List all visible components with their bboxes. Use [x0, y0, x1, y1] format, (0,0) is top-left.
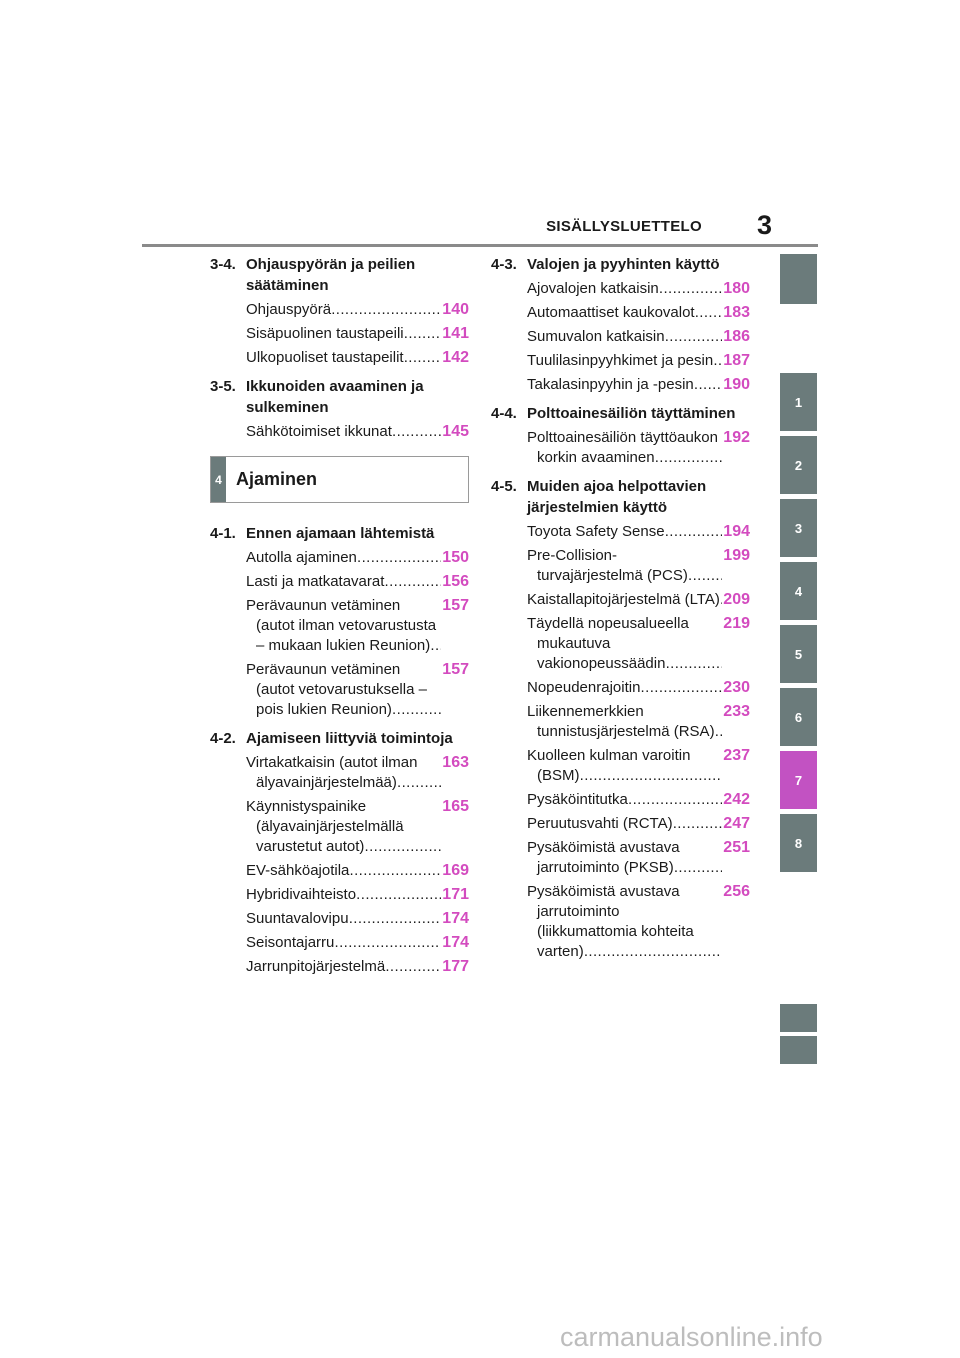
entry-text-wrap [527, 303, 722, 323]
entry-page-link[interactable]: 142 [442, 349, 469, 366]
toc-entry[interactable] [527, 375, 750, 395]
entry-page-link[interactable]: 190 [723, 376, 750, 393]
toc-entry[interactable] [246, 861, 469, 881]
entry-text-wrap [246, 572, 441, 592]
section-number: 4-5. [491, 478, 517, 495]
toc-entry[interactable] [527, 351, 750, 371]
entry-title: Liikennemerkkien tunnistusjärjestelmä (RSA) [527, 703, 715, 740]
toc-entry[interactable] [246, 909, 469, 929]
toc-section [210, 376, 469, 442]
entry-text-wrap [246, 753, 441, 793]
section-number: 4-1. [210, 525, 236, 542]
section-heading [210, 254, 469, 296]
entry-text-wrap [527, 746, 722, 786]
left-sections-top [210, 254, 469, 442]
entry-text-wrap [527, 790, 722, 810]
entry-title: Ohjauspyörä [246, 301, 332, 318]
entry-text-wrap [527, 279, 722, 299]
right-sections [491, 254, 750, 962]
entry-text-wrap [246, 348, 441, 368]
entry-page-link[interactable]: 140 [442, 301, 469, 318]
toc-entry[interactable] [527, 614, 750, 674]
entry-page-link[interactable]: 174 [442, 910, 469, 927]
chapter-number: 4 [211, 457, 226, 502]
toc-section [491, 403, 750, 468]
entry-text-wrap [527, 882, 722, 962]
toc-entry[interactable] [246, 300, 469, 320]
entry-title: Pysäköimistä avustava jarrutoiminto (PKSB) [527, 839, 680, 876]
entry-text-wrap [246, 660, 441, 720]
entry-text-wrap [246, 324, 441, 344]
toc-entry[interactable] [527, 327, 750, 347]
entry-text-wrap [527, 614, 722, 674]
entry-text-wrap [527, 702, 722, 742]
section-title: Ennen ajamaan lähtemistä [246, 525, 435, 542]
entry-page-link[interactable]: 192 [723, 429, 750, 446]
toc-entry[interactable] [527, 546, 750, 586]
section-number: 4-4. [491, 405, 517, 422]
watermark: carmanualsonline.info [560, 1322, 823, 1352]
tab-blank-bottom-1 [780, 1004, 817, 1032]
entry-text-wrap [246, 933, 441, 953]
entry-page-link[interactable]: 169 [442, 862, 469, 879]
entry-text-wrap [246, 957, 441, 977]
section-number: 4-2. [210, 730, 236, 747]
entry-text-wrap [246, 797, 441, 857]
entry-text-wrap [527, 327, 722, 347]
section-heading [210, 523, 469, 544]
entry-page-link[interactable]: 242 [723, 791, 750, 808]
toc-entry[interactable] [246, 957, 469, 977]
entry-page-link[interactable]: 251 [723, 839, 750, 856]
entry-title: Hybridivaihteisto [246, 886, 357, 903]
entry-text-wrap [527, 351, 722, 371]
toc-entry[interactable] [527, 702, 750, 742]
toc-entry[interactable] [246, 660, 469, 720]
section-number: 3-5. [210, 378, 236, 395]
section-heading [491, 476, 750, 518]
entry-page-link[interactable]: 237 [723, 747, 750, 764]
entry-title: Polttoainesäiliön täyttöaukon korkin avaaminen [527, 429, 718, 466]
toc-section [491, 254, 750, 395]
entry-page-link[interactable]: 141 [442, 325, 469, 342]
entry-page-link[interactable]: 256 [723, 883, 750, 900]
chapter-heading[interactable] [210, 456, 469, 503]
chapter-tab-1[interactable]: 1 [780, 373, 817, 431]
entry-title: Automaattiset kaukovalot [527, 304, 695, 321]
chapter-tab-6[interactable]: 6 [780, 688, 817, 746]
entry-page-link[interactable]: 174 [442, 934, 469, 951]
entry-text-wrap [246, 548, 441, 568]
entry-title: EV-sähköajotila [246, 862, 350, 879]
toc-entry[interactable] [527, 838, 750, 878]
entry-page-link[interactable]: 171 [442, 886, 469, 903]
toc-entry[interactable] [527, 279, 750, 299]
entry-title: Sisäpuolinen taustapeili [246, 325, 404, 342]
toc-entry[interactable] [527, 678, 750, 698]
section-heading [210, 728, 469, 749]
entry-page-link[interactable]: 183 [723, 304, 750, 321]
entry-title: Autolla ajaminen [246, 549, 357, 566]
toc-entry[interactable] [246, 324, 469, 344]
entry-text-wrap [527, 375, 722, 395]
left-column [210, 254, 469, 985]
entry-page-link[interactable]: 150 [442, 549, 469, 566]
section-title: Ohjauspyörän ja peilien säätäminen [246, 256, 416, 294]
entry-title: Kuolleen kulman varoitin (BSM) [527, 747, 691, 784]
entry-text-wrap [527, 590, 722, 610]
toc-entry[interactable] [246, 548, 469, 568]
entry-text-wrap [246, 885, 441, 905]
entry-text-wrap [527, 814, 722, 834]
entry-title: Jarrunpitojärjestelmä [246, 958, 386, 975]
right-column [491, 254, 750, 970]
entry-title: Pre-Collision-turvajärjestelmä (PCS) [527, 547, 688, 584]
section-title: Valojen ja pyyhinten käyttö [527, 256, 720, 273]
entry-title: Ajovalojen katkaisin [527, 280, 659, 297]
entry-title: Ulkopuoliset taustapeilit [246, 349, 404, 366]
entry-title: Sumuvalon katkaisin [527, 328, 665, 345]
toc-entry[interactable] [527, 303, 750, 323]
entry-title: Takalasinpyyhin ja -pesin [527, 376, 694, 393]
entry-page-link[interactable]: 157 [442, 661, 469, 678]
header-title: SISÄLLYSLUETTELO [546, 218, 702, 235]
entry-title: Lasti ja matkatavarat [246, 573, 385, 590]
entry-title: Tuulilasinpyyhkimet ja pesin [527, 352, 714, 369]
toc-entry[interactable] [527, 590, 750, 610]
toc-entry[interactable] [246, 348, 469, 368]
toc-entry[interactable] [527, 428, 750, 468]
entry-text-wrap [246, 422, 441, 442]
entry-title: Pysäköimistä avustava jarrutoiminto (liikkumattomia kohteita varten) [527, 883, 694, 960]
entry-page-link[interactable]: 165 [442, 798, 469, 815]
entry-text-wrap [246, 300, 441, 320]
entry-text-wrap [246, 909, 441, 929]
entry-text-wrap [527, 546, 722, 586]
entry-title: Toyota Safety Sense [527, 523, 665, 540]
toc-entry[interactable] [246, 885, 469, 905]
chapter-tab-2[interactable]: 2 [780, 436, 817, 494]
entry-title: Suuntavalovipu [246, 910, 349, 927]
entry-page-link[interactable]: 180 [723, 280, 750, 297]
entry-page-link[interactable]: 219 [723, 615, 750, 632]
chapter-tab-8[interactable]: 8 [780, 814, 817, 872]
entry-page-link[interactable]: 199 [723, 547, 750, 564]
chapter-tab-4[interactable]: 4 [780, 562, 817, 620]
entry-title: Seisontajarru [246, 934, 335, 951]
toc-entry[interactable] [246, 797, 469, 857]
entry-title: Virtakatkaisin (autot ilman älyavainjärjestelmää) [246, 754, 418, 791]
section-title: Ajamiseen liittyviä toimintoja [246, 730, 453, 747]
entry-page-link[interactable]: 163 [442, 754, 469, 771]
entry-page-link[interactable]: 230 [723, 679, 750, 696]
toc-section [210, 523, 469, 720]
entry-title: Käynnistyspainike (älyavainjärjestelmällä varustetut autot) [246, 798, 404, 855]
toc-section [210, 728, 469, 977]
entry-text-wrap [527, 428, 722, 468]
toc-entry[interactable] [527, 790, 750, 810]
entry-page-link[interactable]: 177 [442, 958, 469, 975]
toc-entry[interactable] [246, 753, 469, 793]
entry-title: Pysäköintitutka [527, 791, 628, 808]
entry-page-link[interactable]: 247 [723, 815, 750, 832]
page-number: 3 [757, 210, 773, 240]
toc-entry[interactable] [527, 814, 750, 834]
header-divider [142, 244, 818, 247]
entry-page-link[interactable]: 156 [442, 573, 469, 590]
chapter-tab-7[interactable]: 7 [780, 751, 817, 809]
entry-title: Täydellä nopeusalueella mukautuva vakionopeussäädin [527, 615, 689, 672]
section-title: Ikkunoiden avaaminen ja sulkeminen [246, 378, 424, 416]
entry-text-wrap [246, 596, 441, 656]
entry-title: Perävaunun vetäminen (autot ilman vetovarustusta – mukaan lukien Reunion) [246, 597, 437, 654]
section-heading [491, 254, 750, 275]
toc-entry[interactable] [246, 422, 469, 442]
entry-text-wrap [527, 678, 722, 698]
section-title: Polttoainesäiliön täyttäminen [527, 405, 736, 422]
chapter-tab-5[interactable]: 5 [780, 625, 817, 683]
toc-entry[interactable] [527, 746, 750, 786]
left-sections-bottom [210, 523, 469, 977]
toc-entry[interactable] [527, 882, 750, 962]
entry-title: Nopeudenrajoitin [527, 679, 641, 696]
section-heading [210, 376, 469, 418]
chapter-tab-3[interactable]: 3 [780, 499, 817, 557]
toc-entry[interactable] [246, 596, 469, 656]
section-number: 3-4. [210, 256, 236, 273]
toc-entry[interactable] [527, 522, 750, 542]
tab-blank-top [780, 254, 817, 304]
entry-page-link[interactable]: 194 [723, 523, 750, 540]
section-title: Muiden ajoa helpottavien järjestelmien käyttö [527, 478, 707, 516]
tab-blank-bottom-2 [780, 1036, 817, 1064]
section-number: 4-3. [491, 256, 517, 273]
entry-text-wrap [527, 522, 722, 542]
entry-page-link[interactable]: 209 [723, 591, 750, 608]
entry-title: Perävaunun vetäminen (autot vetovarustuksella – pois lukien Reunion) [246, 661, 427, 718]
toc-section [491, 476, 750, 962]
entry-page-link[interactable]: 186 [723, 328, 750, 345]
chapter-title: Ajaminen [236, 469, 318, 489]
entry-text-wrap [527, 838, 722, 878]
toc-entry[interactable] [246, 933, 469, 953]
entry-title: Peruutusvahti (RCTA) [527, 815, 673, 832]
entry-page-link[interactable]: 187 [723, 352, 750, 369]
entry-page-link[interactable]: 233 [723, 703, 750, 720]
entry-title: Kaistallapitojärjestelmä (LTA) [527, 591, 720, 608]
toc-section [210, 254, 469, 368]
entry-page-link[interactable]: 145 [442, 423, 469, 440]
section-heading [491, 403, 750, 424]
entry-title: Sähkötoimiset ikkunat [246, 423, 392, 440]
entry-text-wrap [246, 861, 441, 881]
entry-page-link[interactable]: 157 [442, 597, 469, 614]
toc-entry[interactable] [246, 572, 469, 592]
